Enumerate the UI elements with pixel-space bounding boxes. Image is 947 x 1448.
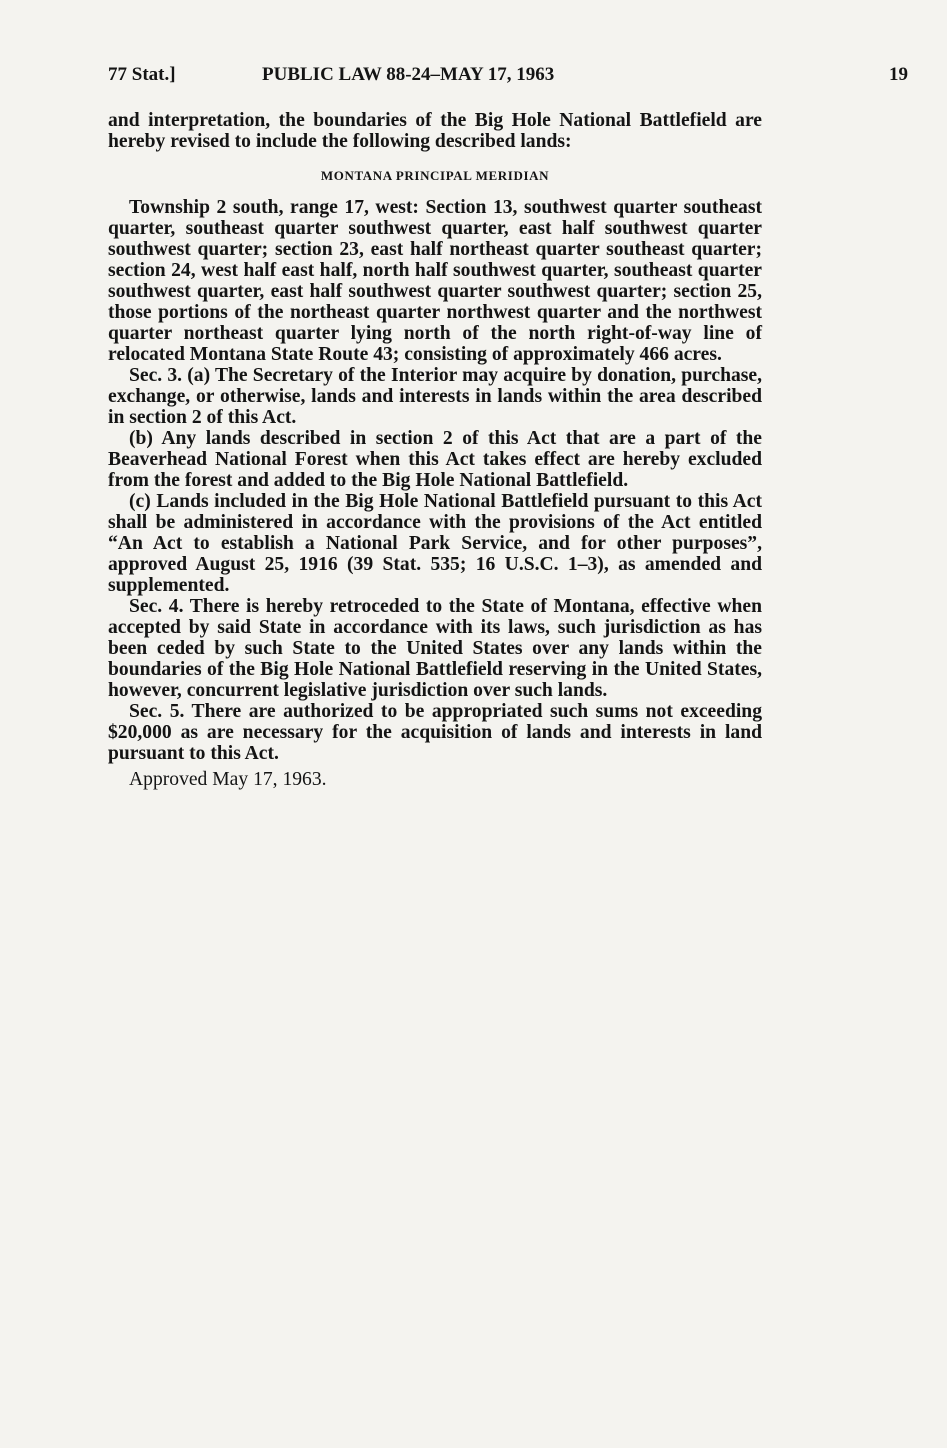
approval-line: Approved May 17, 1963. [129, 769, 327, 790]
section-3c-paragraph: (c) Lands included in the Big Hole National Battlefield pursuant to this Act shall be administered in accordance with the provisions of the Act entitled “An Act to establish a National Park Service, and for other purposes”, approved August 25, 1916 (39 Stat. 535; 16 U.S.C. 1–3), as amended and supplemented. [108, 491, 762, 596]
section-5-paragraph: Sec. 5. There are authorized to be appropriated such sums not exceeding $20,000 as are necessary for the acquisition of lands and interests in land pursuant to this Act. [108, 701, 762, 764]
page-title: PUBLIC LAW 88-24–MAY 17, 1963 [262, 64, 555, 85]
section-subheading: MONTANA PRINCIPAL MERIDIAN [320, 168, 550, 183]
township-paragraph: Township 2 south, range 17, west: Section 13, southwest quarter southeast quarter, southeast quarter southwest quarter, east half southwest quarter southwest quarter; section 23, east half northeast quarter southeast quarter; section 24, west half east half, north half southwest quarter, southeast quarter southwest quarter, east half southwest quarter southwest quarter; section 25, those portions of the northeast quarter northwest quarter and the northwest quarter northeast quarter lying north of the north right-of-way line of relocated Montana State Route 43; consisting of approximately 466 acres. [108, 197, 762, 365]
intro-paragraph: and interpretation, the boundaries of the Big Hole National Battlefield are hereby revised to include the following described lands: [108, 110, 762, 152]
section-4-paragraph: Sec. 4. There is hereby retroceded to the State of Montana, effective when accepted by said State in accordance with its laws, such jurisdiction as has been ceded by such State to the United States over any lands within the boundaries of the Big Hole National Battlefield reserving in the United States, however, concurrent legislative jurisdiction over such lands. [108, 596, 762, 701]
volume-reference: 77 Stat.] [108, 64, 176, 85]
section-3a-paragraph: Sec. 3. (a) The Secretary of the Interior may acquire by donation, purchase, exchange, or otherwise, lands and interests in lands within the area described in section 2 of this Act. [108, 365, 762, 428]
section-3b-paragraph: (b) Any lands described in section 2 of this Act that are a part of the Beaverhead National Forest when this Act takes effect are hereby excluded from the forest and added to the Big Hole National Battlefield. [108, 428, 762, 491]
page-number: 19 [889, 64, 908, 85]
page-header [108, 64, 908, 90]
document-body [108, 110, 762, 790]
